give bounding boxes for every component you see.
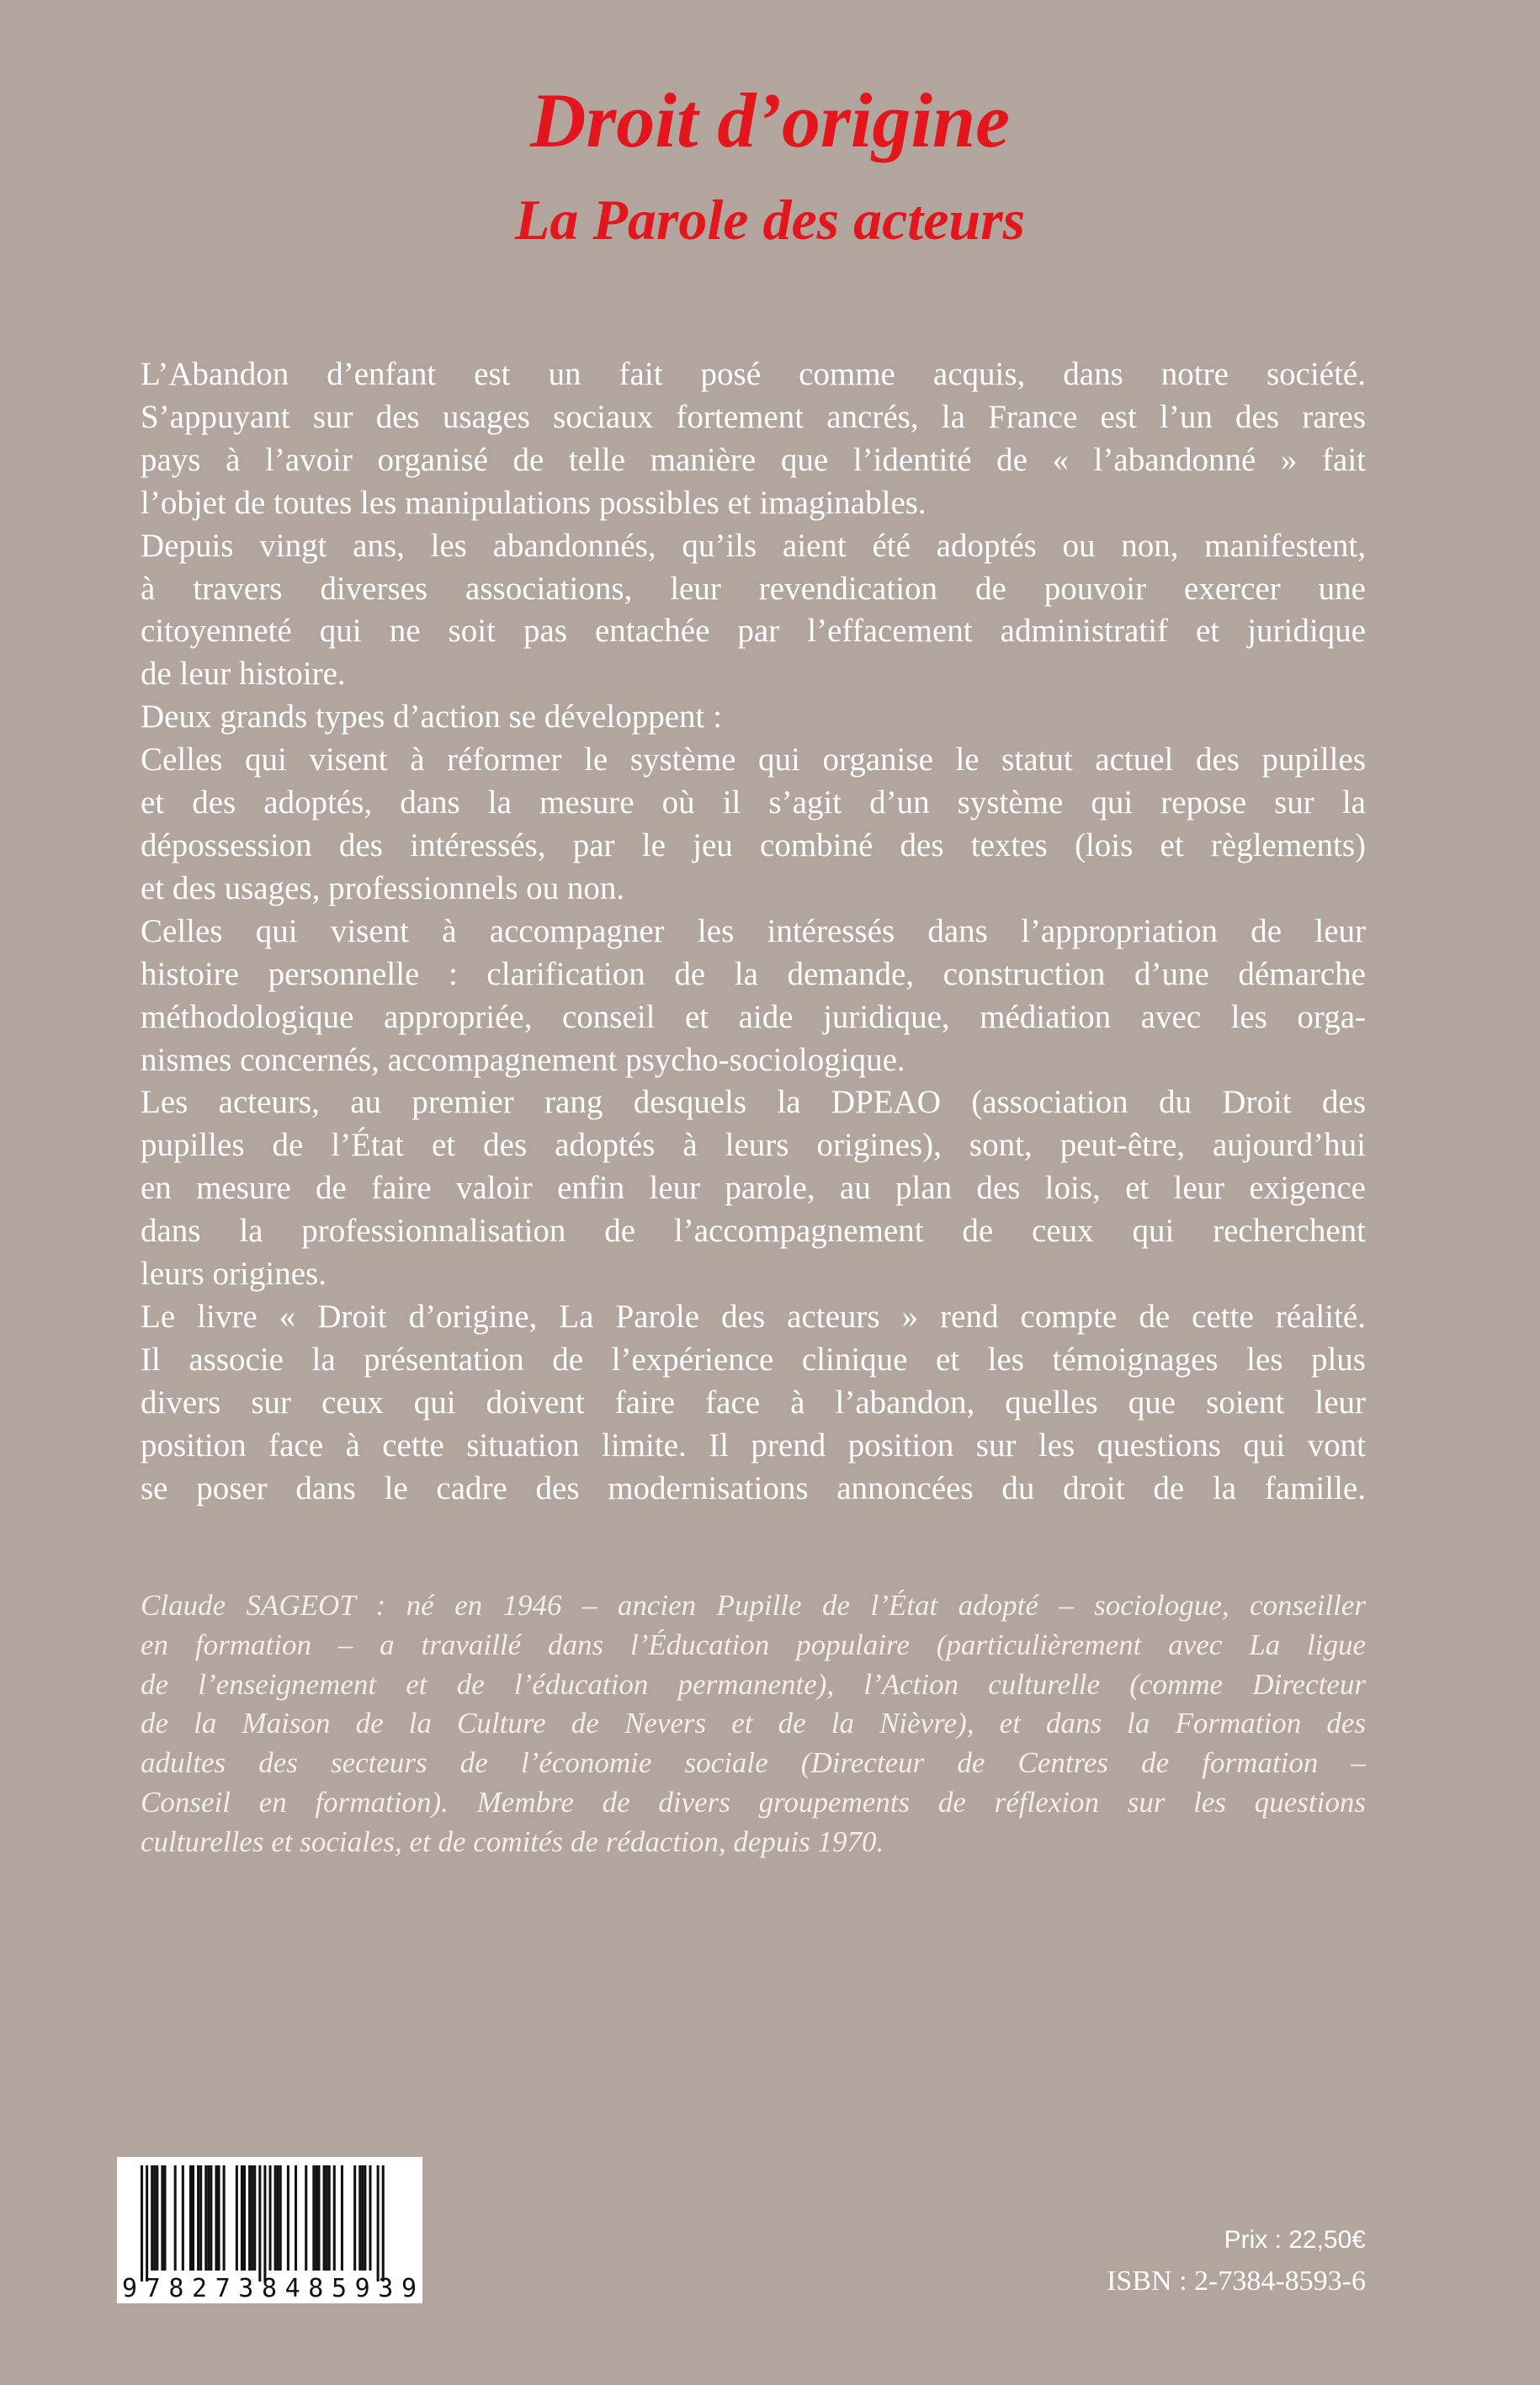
barcode-bar [156,2165,158,2271]
bio-line: de l’enseignement et de l’éducation permanente), l’Action culturelle (comme Directeur [141,1667,1366,1701]
book-subtitle: La Parole des acteurs [514,188,1026,252]
barcode-bar [163,2165,166,2271]
text-line: en mesure de faire valoir enfin leur parole, au plan des lois, et leur exigence [141,1170,1366,1207]
bio-line: en formation – a travaillé dans l’Éducation populaire (particulièrement avec La ligue [141,1628,1366,1661]
barcode-bar [192,2165,194,2271]
text-line: pays à l’avoir organisé de telle manière que l’identité de « l’abandonné » fait [141,441,1366,478]
bio-line: adultes des secteurs de l’économie sociale (Directeur de Centres de formation – [141,1746,1366,1780]
text-line: Il associe la présentation de l’expérience clinique et les témoignages les plus [141,1341,1366,1378]
text-line: Les acteurs, au premier rang desquels la DPEAO (association du Droit des [141,1084,1366,1121]
blurb-paragraph [141,1296,1366,1511]
barcode-bar [277,2165,279,2271]
barcode-bar [251,2165,253,2271]
blurb-text [141,353,1366,1510]
barcode-bar [269,2165,272,2271]
text-line: divers sur ceux qui doivent faire face à l’abandon, quelles que soient leur [141,1384,1366,1421]
barcode-bar [204,2165,207,2271]
blurb-paragraph [141,1081,1366,1296]
barcode-bar [253,2165,256,2271]
barcode-bar [382,2165,385,2281]
barcode-bar [215,2165,217,2271]
blurb-paragraph [141,696,1366,739]
text-line: Depuis vingt ans, les abandonnés, qu’ils aient été adoptés ou non, manifestent, [141,527,1366,564]
barcode-bar [199,2165,202,2271]
barcode-bar [364,2165,366,2271]
barcode-bar [161,2165,163,2271]
barcode-bar [295,2165,297,2271]
barcode-bar [258,2165,261,2281]
text-line: L’Abandon d’enfant est un fait posé comme acquis, dans notre société. [141,356,1366,392]
barcode-bar [248,2165,251,2271]
text-line: citoyenneté qui ne soit pas entachée par l’effacement administratif et juridique [141,613,1366,650]
barcode-bar [174,2165,177,2271]
text-line: et des adoptés, dans la mesure où il s’agit d’un système qui repose sur la [141,784,1366,821]
barcode-bar [317,2165,320,2271]
barcode-bar [279,2165,282,2271]
text-line: S’appuyant sur des usages sociaux fortement ancrés, la France est l’un des rares [141,398,1366,435]
barcode-bar [353,2165,356,2271]
isbn-barcode [117,2157,422,2303]
text-line: méthodologique appropriée, conseil et aide juridique, médiation avec les orga- [141,998,1366,1035]
barcode-bar [326,2165,328,2271]
book-title: Droit d’origine [530,77,1010,163]
text-line: Celles qui visent à accompagner les intéressés dans l’appropriation de leur [141,912,1366,949]
barcode-bar [182,2165,184,2271]
barcode-bar [236,2165,238,2271]
barcode-bar [341,2165,343,2271]
text-line: nismes concernés, accompagnement psycho-sociologique. [141,1041,905,1078]
text-line: à travers diverses associations, leur revendication de pouvoir exercer une [141,570,1366,607]
barcode-bar [218,2165,220,2271]
blurb-paragraph [141,353,1366,525]
blurb-paragraph [141,911,1366,1082]
text-line: Le livre « Droit d’origine, La Parole des acteurs » rend compte de cette réalité. [141,1298,1366,1335]
barcode-bar [263,2165,266,2281]
barcode-bar [377,2165,380,2281]
barcode-bar [189,2165,192,2271]
text-line: pupilles de l’État et des adoptés à leurs origines), sont, peut-être, aujourd’hui [141,1127,1366,1164]
barcode-bar [141,2165,143,2281]
barcode-bar [151,2165,153,2271]
barcode-bar [243,2165,246,2271]
barcode-bar [287,2165,289,2271]
text-line: Celles qui visent à réformer le système qui organise le statut actuel des pupilles [141,741,1366,778]
barcode-bar [223,2165,226,2271]
blurb-paragraph [141,739,1366,911]
bio-line: de la Maison de la Culture de Nevers et de la Nièvre), et dans la Formation des [141,1707,1366,1740]
price-label: Prix : 22,50€ [1224,2226,1366,2254]
barcode-bar [361,2165,364,2271]
author-bio [141,1586,1366,1862]
barcode-bar [312,2165,315,2271]
barcode-bar [315,2165,317,2271]
isbn-label: ISBN : 2-7384-8593-6 [1107,2265,1366,2297]
text-line: histoire personnelle : clarification de la demande, construction d’une démarche [141,955,1366,992]
barcode-bar [210,2165,212,2271]
barcode-bar [369,2165,371,2271]
bio-line: Conseil en formation). Membre de divers groupements de réflexion sur les questions [141,1785,1366,1819]
text-line: dépossession des intéressés, par le jeu combiné des textes (lois et règlements) [141,826,1366,863]
barcode-bar [274,2165,277,2271]
text-line: dans la professionnalisation de l’accompagnement de ceux qui recherchent [141,1213,1366,1250]
barcode-bar [153,2165,156,2271]
bio-line: Claude SAGEOT : né en 1946 – ancien Pupille de l’État adopté – sociologue, conseiller [141,1589,1366,1622]
barcode-bar [358,2165,361,2271]
text-line: Deux grands types d’action se développent : [141,699,722,736]
barcode-bar [328,2165,331,2271]
barcode-bar [333,2165,336,2271]
barcode-digits: 9782738485939 [122,2274,417,2303]
barcode-bar [207,2165,210,2271]
barcode-bar [197,2165,199,2271]
bio-line: culturelles et sociales, et de comités de rédaction, depuis 1970. [141,1825,884,1858]
text-line: l’objet de toutes les manipulations possibles et imaginables. [141,484,927,521]
barcode-bar [323,2165,326,2271]
text-line: de leur histoire. [141,656,346,693]
barcode-bar [146,2165,148,2281]
text-line: et des usages, professionnels ou non. [141,869,625,906]
text-line: position face à cette situation limite. Il prend position sur les questions qui vont [141,1426,1366,1463]
barcode-bar [241,2165,243,2271]
barcode-bar [305,2165,307,2271]
text-line: se poser dans le cadre des modernisations annoncées du droit de la famille. [141,1469,1366,1506]
blurb-paragraph [141,525,1366,697]
text-line: leurs origines. [141,1256,327,1293]
